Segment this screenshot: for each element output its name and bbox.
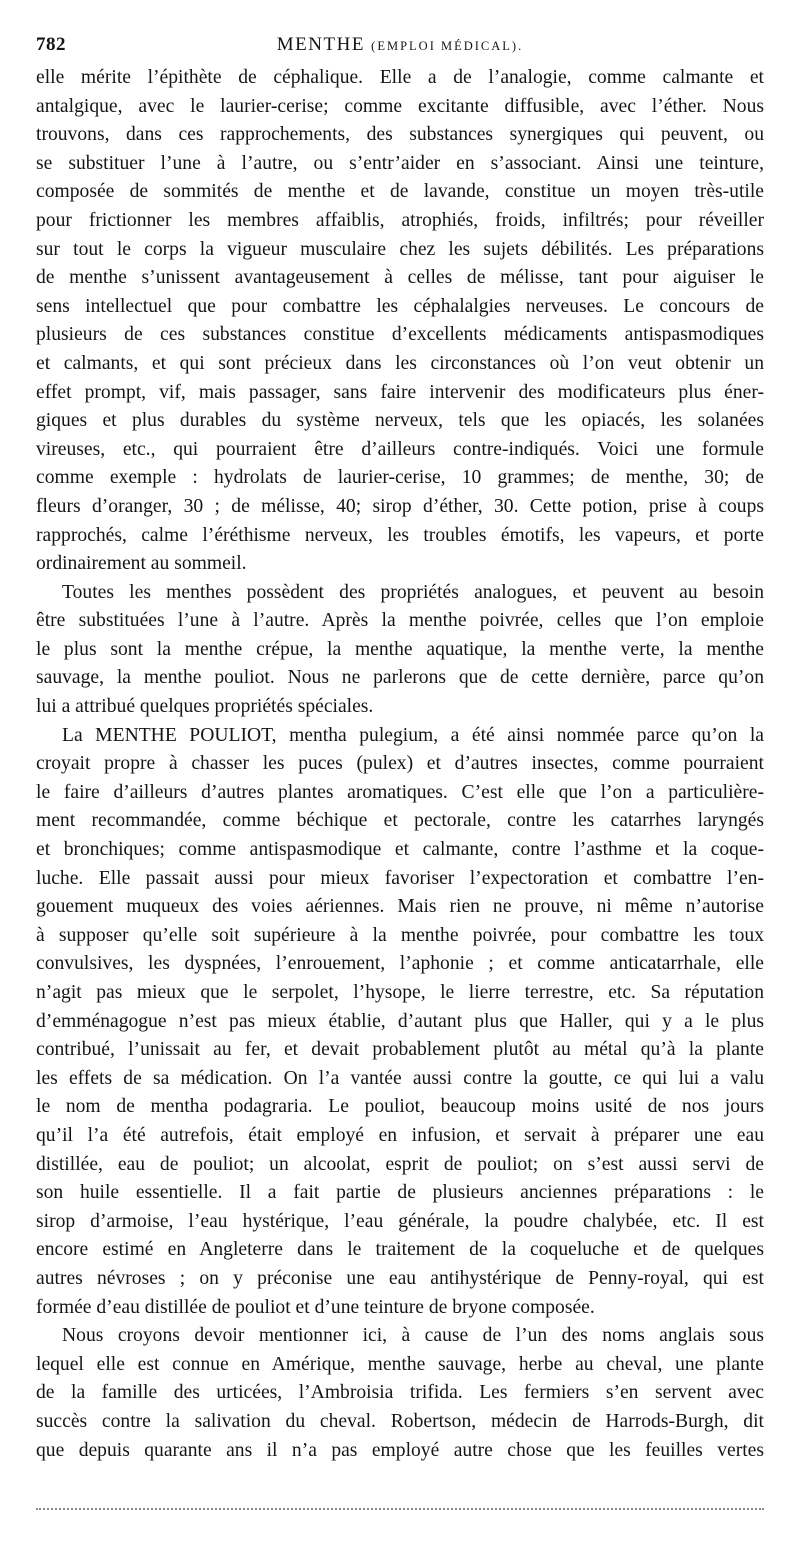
text-line: le nom de mentha podagraria. Le pouliot, beaucoup moins usité de nos jours bbox=[36, 1096, 764, 1118]
text-line: gouement muqueux des voies aériennes. Mais rien ne prouve, ni même n’autorise bbox=[36, 896, 764, 918]
running-head-subtitle: (EMPLOI MÉDICAL). bbox=[371, 39, 524, 53]
text-line: son huile essentielle. Il a fait partie de plusieurs anciennes préparations : le bbox=[36, 1182, 764, 1204]
text-line: et calmants, et qui sont précieux dans les circonstances où l’on veut obtenir un bbox=[36, 352, 764, 374]
text-line: giques et plus durables du système nerveux, tels que les opiacés, les solanées bbox=[36, 410, 764, 432]
text-line: ment recommandée, comme béchique et pectorale, contre les catarrhes laryngés bbox=[36, 810, 764, 832]
text-line: luche. Elle passait aussi pour mieux favoriser l’expectoration et combattre l’en- bbox=[36, 867, 764, 889]
text-line: sauvage, la menthe pouliot. Nous ne parlerons que de cette dernière, parce qu’on bbox=[36, 667, 764, 689]
text-line: de menthe s’unissent avantageusement à celles de mélisse, tant pour aiguiser le bbox=[36, 267, 764, 289]
text-line: le faire d’ailleurs d’autres plantes aromatiques. C’est elle que l’on a particulière- bbox=[36, 781, 764, 803]
text-line: autres névroses ; on y préconise une eau antihystérique de Penny-royal, qui est bbox=[36, 1267, 764, 1289]
text-line: antalgique, avec le laurier-cerise; comme excitante diffusible, avec l’éther. Nous bbox=[36, 95, 764, 117]
text-line: La MENTHE POULIOT, mentha pulegium, a été ainsi nommée parce qu’on la bbox=[62, 724, 764, 746]
text-line: contribué, l’unissait au fer, et devait probablement plutôt au métal qu’à la plante bbox=[36, 1039, 764, 1061]
page-number: 782 bbox=[36, 34, 66, 55]
text-line: lequel elle est connue en Amérique, menthe sauvage, herbe au cheval, une plante bbox=[36, 1353, 764, 1375]
body-text bbox=[36, 64, 764, 1465]
text-line: rapprochés, calme l’éréthisme nerveux, les troubles émotifs, les vapeurs, et porte bbox=[36, 524, 764, 546]
text-line: d’emménagogue n’est pas mieux établie, d’autant plus que Haller, qui y a le plus bbox=[36, 1010, 764, 1032]
text-line: sur tout le corps la vigueur musculaire chez les sujets débilités. Les préparations bbox=[36, 238, 764, 260]
text-line: elle mérite l’épithète de céphalique. Elle a de l’analogie, comme calmante et bbox=[36, 67, 764, 88]
text-line: sens intellectuel que pour combattre les céphalalgies nerveuses. Le concours de bbox=[36, 295, 764, 317]
text-line: comme exemple : hydrolats de laurier-cerise, 10 grammes; de menthe, 30; de bbox=[36, 467, 764, 489]
text-line: les effets de sa médication. On l’a vantée aussi contre la goutte, ce qui lui a valu bbox=[36, 1067, 764, 1089]
text-line: Toutes les menthes possèdent des propriétés analogues, et peuvent au besoin bbox=[62, 581, 764, 603]
text-line: vireuses, etc., qui pourraient être d’ailleurs contre-indiqués. Voici une formule bbox=[36, 438, 764, 460]
text-line: formée d’eau distillée de pouliot et d’une teinture de bryone composée. bbox=[36, 1296, 595, 1318]
text-line: distillée, eau de pouliot; un alcoolat, esprit de pouliot; on s’est aussi servi de bbox=[36, 1153, 764, 1175]
text-line: Nous croyons devoir mentionner ici, à cause de l’un des noms anglais sous bbox=[62, 1325, 764, 1347]
text-line: être substituées l’une à l’autre. Après la menthe poivrée, celles que l’on emploie bbox=[36, 610, 764, 632]
running-head bbox=[36, 30, 764, 61]
text-line: fleurs d’oranger, 30 ; de mélisse, 40; sirop d’éther, 30. Cette potion, prise à coups bbox=[36, 495, 764, 517]
text-line: succès contre la salivation du cheval. Robertson, médecin de Harrods-Burgh, dit bbox=[36, 1410, 764, 1432]
running-head-title: MENTHE bbox=[276, 34, 365, 55]
text-line: composée de sommités de menthe et de lavande, constitue un moyen très-utile bbox=[36, 181, 764, 203]
text-line: se substituer l’une à l’autre, ou s’entr’aider en s’associant. Ainsi une teinture, bbox=[36, 152, 764, 174]
text-line: effet prompt, vif, mais passager, sans faire intervenir des modificateurs plus éner- bbox=[36, 381, 764, 403]
text-line: qu’il l’a été autrefois, était employé en infusion, et servait à préparer une eau bbox=[36, 1124, 764, 1146]
footer-rule bbox=[36, 1508, 764, 1510]
text-line: lui a attribué quelques propriétés spéciales. bbox=[36, 696, 374, 718]
text-line: convulsives, les dyspnées, l’enrouement, l’aphonie ; et comme anticatarrhale, elle bbox=[36, 953, 764, 975]
text-line: de la famille des urticées, l’Ambroisia trifida. Les fermiers s’en servent avec bbox=[36, 1382, 764, 1404]
text-line: sirop d’armoise, l’eau hystérique, l’eau générale, la poudre chalybée, etc. Il est bbox=[36, 1210, 764, 1232]
text-line: encore estimé en Angleterre dans le traitement de la coqueluche et de quelques bbox=[36, 1239, 764, 1261]
text-line: à supposer qu’elle soit supérieure à la menthe poivrée, pour combattre les toux bbox=[36, 924, 764, 946]
page-header bbox=[36, 30, 764, 60]
text-line: croyait propre à chasser les puces (pulex) et d’autres insectes, comme pourraient bbox=[36, 753, 764, 775]
text-line: que depuis quarante ans il n’a pas employé autre chose que les feuilles vertes bbox=[36, 1439, 764, 1461]
text-line: et bronchiques; comme antispasmodique et calmante, contre l’asthme et la coque- bbox=[36, 839, 764, 861]
text-line: trouvons, dans ces rapprochements, des substances synergiques qui peuvent, ou bbox=[36, 124, 764, 146]
text-line: ordinairement au sommeil. bbox=[36, 553, 247, 575]
text-line: pour frictionner les membres affaiblis, atrophiés, froids, infiltrés; pour réveiller bbox=[36, 209, 764, 231]
text-line: n’agit pas mieux que le serpolet, l’hysope, le lierre terrestre, etc. Sa réputation bbox=[36, 982, 764, 1003]
text-line: le plus sont la menthe crépue, la menthe aquatique, la menthe verte, la menthe bbox=[36, 638, 764, 660]
text-line: plusieurs de ces substances constitue d’excellents médicaments antispasmodiques bbox=[36, 324, 764, 346]
